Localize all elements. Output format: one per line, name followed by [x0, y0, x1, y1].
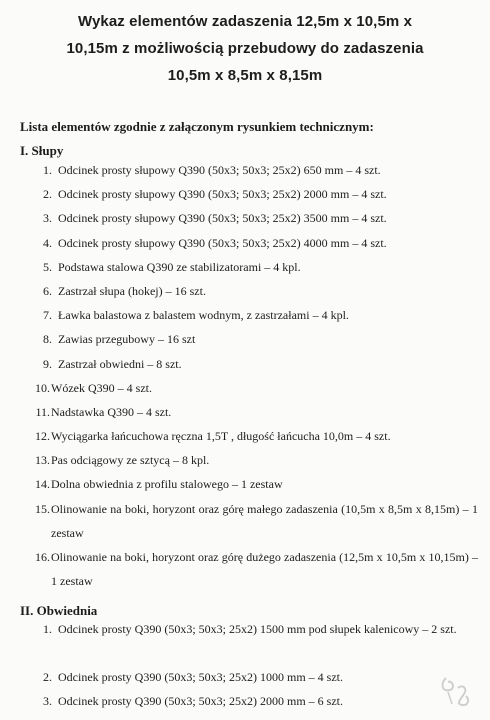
item-number: 15. [35, 501, 50, 516]
item-number: 9. [43, 356, 52, 371]
title-line-2: 10,15m z możliwością przebudowy do zadaszenia [66, 40, 424, 57]
item-number: 11. [35, 404, 50, 419]
document-title [0, 8, 490, 89]
item-text: Odcinek prosty słupowy Q390 (50x3; 50x3; 25x2) 2000 mm – 4 szt. [58, 187, 387, 202]
list-item [0, 448, 490, 472]
item-text: Odcinek prosty słupowy Q390 (50x3; 50x3; 25x2) 650 mm – 4 szt. [58, 163, 381, 177]
item-number: 13. [35, 453, 50, 468]
list-item [0, 497, 490, 545]
item-text: Dolna obwiednia z profilu stalowego – 1 zestaw [51, 477, 283, 492]
item-number: 10. [35, 380, 50, 395]
handwritten-initials-mark-icon [438, 674, 472, 708]
item-text: Zastrzał obwiedni – 8 szt. [58, 356, 182, 371]
item-text: Olinowanie na boki, horyzont oraz górę małego zadaszenia (10,5m x 8,5m x 8,15m) – 1 zestaw [51, 501, 478, 540]
list-item [0, 665, 490, 689]
item-text: Odcinek prosty Q390 (50x3; 50x3; 25x2) 2000 mm – 6 szt. [58, 694, 343, 709]
item-number: 2. [43, 187, 52, 202]
title-line-1: Wykaz elementów zadaszenia 12,5m x 10,5m x [77, 13, 413, 30]
list-item [0, 424, 490, 448]
item-number: 7. [43, 308, 52, 323]
item-number: 4. [43, 235, 52, 250]
item-number: 8. [43, 332, 52, 347]
list-item [0, 376, 490, 400]
item-number: 16. [35, 549, 50, 564]
section-heading-obwiednia: II. Obwiednia [20, 603, 98, 618]
item-text: Odcinek prosty słupowy Q390 (50x3; 50x3; 25x2) 4000 mm – 4 szt. [58, 235, 387, 250]
item-number: 3. [43, 211, 52, 226]
list-item [0, 303, 490, 327]
item-text: Odcinek prosty Q390 (50x3; 50x3; 25x2) 1000 mm – 4 szt. [58, 670, 343, 684]
item-text: Pas odciągowy ze sztycą – 8 kpl. [51, 453, 210, 468]
item-text: Olinowanie na boki, horyzont oraz górę dużego zadaszenia (12,5m x 10,5m x 10,15m) – 1 zestaw [51, 549, 478, 588]
list-item [0, 206, 490, 230]
item-number: 5. [43, 259, 52, 274]
list-item [0, 231, 490, 255]
section-list-slupy [0, 158, 490, 593]
list-item [0, 182, 490, 206]
item-text: Wózek Q390 – 4 szt. [51, 380, 152, 395]
item-text: Odcinek prosty słupowy Q390 (50x3; 50x3; 25x2) 3500 mm – 4 szt. [58, 211, 387, 226]
item-number: 2. [43, 670, 52, 684]
list-item [0, 158, 490, 182]
item-number: 12. [35, 429, 50, 444]
item-text: Zastrzał słupa (hokej) – 16 szt. [58, 283, 206, 298]
item-text: Podstawa stalowa Q390 ze stabilizatorami – 4 kpl. [58, 259, 301, 274]
item-text: Odcinek prosty Q390 (50x3; 50x3; 25x2) 1500 mm pod słupek kalenicowy – 2 szt. [58, 622, 457, 636]
item-text: Ławka balastowa z balastem wodnym, z zastrzałami – 4 kpl. [58, 308, 349, 323]
item-number: 6. [43, 283, 52, 298]
item-text: Zawias przegubowy – 16 szt [58, 332, 196, 347]
list-item [0, 472, 490, 496]
list-intro: Lista elementów zgodnie z załączonym rysunkiem technicznym: [20, 119, 374, 134]
list-item [0, 400, 490, 424]
list-item [0, 545, 490, 593]
list-item [0, 689, 490, 713]
list-item [0, 255, 490, 279]
list-item [0, 617, 490, 665]
item-text: Nadstawka Q390 – 4 szt. [51, 404, 172, 419]
list-item [0, 279, 490, 303]
section-list-obwiednia [0, 617, 490, 713]
item-text: Wyciągarka łańcuchowa ręczna 1,5T , długość łańcucha 10,0m – 4 szt. [51, 429, 391, 444]
list-item [0, 327, 490, 351]
section-heading-slupy: I. Słupy [20, 143, 64, 158]
list-item [0, 352, 490, 376]
item-number: 1. [43, 622, 52, 636]
item-number: 3. [43, 694, 52, 709]
item-number: 14. [35, 477, 50, 492]
item-number: 1. [43, 163, 52, 177]
title-line-3: 10,5m x 8,5m x 8,15m [167, 67, 323, 84]
